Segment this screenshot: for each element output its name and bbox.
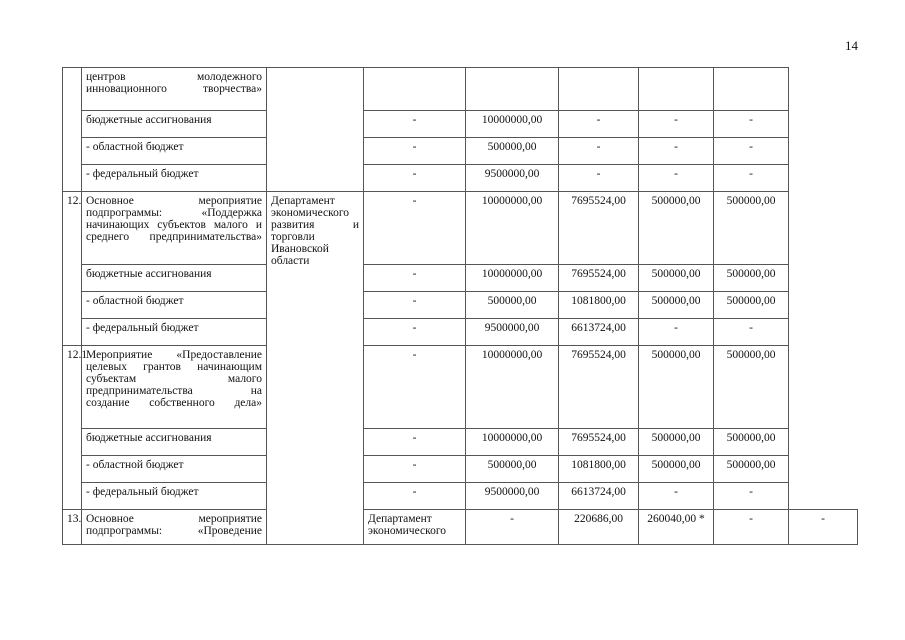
value-cell [466,68,559,111]
row-label: - областной бюджет [82,138,267,165]
value-cell: 500000,00 [639,346,714,429]
value-cell: 500000,00 [639,456,714,483]
value-cell: 1081800,00 [559,456,639,483]
value-cell: 500000,00 [466,292,559,319]
table-row [63,138,858,165]
value-cell: - [364,192,466,265]
value-cell: 10000000,00 [466,346,559,429]
value-cell: - [639,138,714,165]
value-cell: - [559,138,639,165]
value-cell: 10000000,00 [466,429,559,456]
number-cell: 13. [63,510,82,545]
value-cell: - [789,510,858,545]
value-cell [714,68,789,111]
number-cell: 12.1 [63,346,82,510]
row-label: бюджетные ассигнования [82,429,267,456]
value-cell: 500000,00 [466,138,559,165]
table-row [63,192,858,265]
value-cell: 500000,00 [639,292,714,319]
number-cell: 12. [63,192,82,346]
value-cell: 500000,00 [714,192,789,265]
executor-cell [267,68,364,192]
value-cell: 7695524,00 [559,429,639,456]
value-cell: - [639,319,714,346]
value-cell: 9500000,00 [466,319,559,346]
value-cell: 500000,00 [714,346,789,429]
value-cell: - [639,483,714,510]
value-cell: 6613724,00 [559,319,639,346]
value-cell: - [364,292,466,319]
value-cell: - [364,265,466,292]
value-cell: 1081800,00 [559,292,639,319]
value-cell: - [364,111,466,138]
table-row [63,111,858,138]
value-cell [559,68,639,111]
value-cell: 9500000,00 [466,483,559,510]
row-label: - областной бюджет [82,292,267,319]
value-cell [364,68,466,111]
value-cell: - [714,510,789,545]
row-label: - областной бюджет [82,456,267,483]
value-cell: - [714,138,789,165]
value-cell: - [714,319,789,346]
value-cell: 9500000,00 [466,165,559,192]
value-cell: 7695524,00 [559,265,639,292]
table-row [63,429,858,456]
activity-name-cell: центров молодежного инновационного творчества» [82,68,267,111]
value-cell: 7695524,00 [559,346,639,429]
value-cell: 260040,00 * [639,510,714,545]
value-cell: - [639,111,714,138]
value-cell: 500000,00 [639,429,714,456]
row-label: - федеральный бюджет [82,483,267,510]
value-cell: 500000,00 [639,192,714,265]
table-row [63,319,858,346]
value-cell: - [364,456,466,483]
row-label: - федеральный бюджет [82,319,267,346]
value-cell: - [364,346,466,429]
table-row [63,292,858,319]
row-label: бюджетные ассигнования [82,111,267,138]
executor-cell: Департамент экономического развития и торговли Ивановской области [267,192,364,545]
value-cell: - [364,319,466,346]
value-cell: 500000,00 [639,265,714,292]
activity-name-cell: Мероприятие «Предоставление целевых грантов начинающим субъектам малого предпринимательства на создание собственного дела» [82,346,267,429]
table-row [63,456,858,483]
value-cell [639,68,714,111]
value-cell: - [466,510,559,545]
row-label: бюджетные ассигнования [82,265,267,292]
value-cell: 7695524,00 [559,192,639,265]
activity-name-cell: Основное мероприятие подпрограммы: «Проведение [82,510,267,545]
value-cell: 220686,00 [559,510,639,545]
budget-table [62,67,858,545]
table-row [63,346,858,429]
value-cell: - [364,138,466,165]
table-row [63,265,858,292]
value-cell: - [364,483,466,510]
value-cell: 10000000,00 [466,265,559,292]
value-cell: - [364,429,466,456]
row-label: - федеральный бюджет [82,165,267,192]
value-cell: 10000000,00 [466,111,559,138]
value-cell: - [559,111,639,138]
number-cell [63,68,82,192]
table-row [63,510,858,545]
value-cell: 500000,00 [714,456,789,483]
value-cell: - [559,165,639,192]
value-cell: - [714,165,789,192]
value-cell: - [714,483,789,510]
activity-name-cell: Основное мероприятие подпрограммы: «Поддержка начинающих субъектов малого и среднего предпринимательства» [82,192,267,265]
value-cell: 500000,00 [714,429,789,456]
table-row [63,68,858,111]
value-cell: - [364,165,466,192]
executor-cell: Департамент экономического [364,510,466,545]
value-cell: 500000,00 [466,456,559,483]
value-cell: 500000,00 [714,292,789,319]
value-cell: 6613724,00 [559,483,639,510]
value-cell: - [639,165,714,192]
value-cell: 10000000,00 [466,192,559,265]
table-row [63,483,858,510]
value-cell: 500000,00 [714,265,789,292]
value-cell: - [714,111,789,138]
page-number: 14 [845,38,858,53]
table-row [63,165,858,192]
